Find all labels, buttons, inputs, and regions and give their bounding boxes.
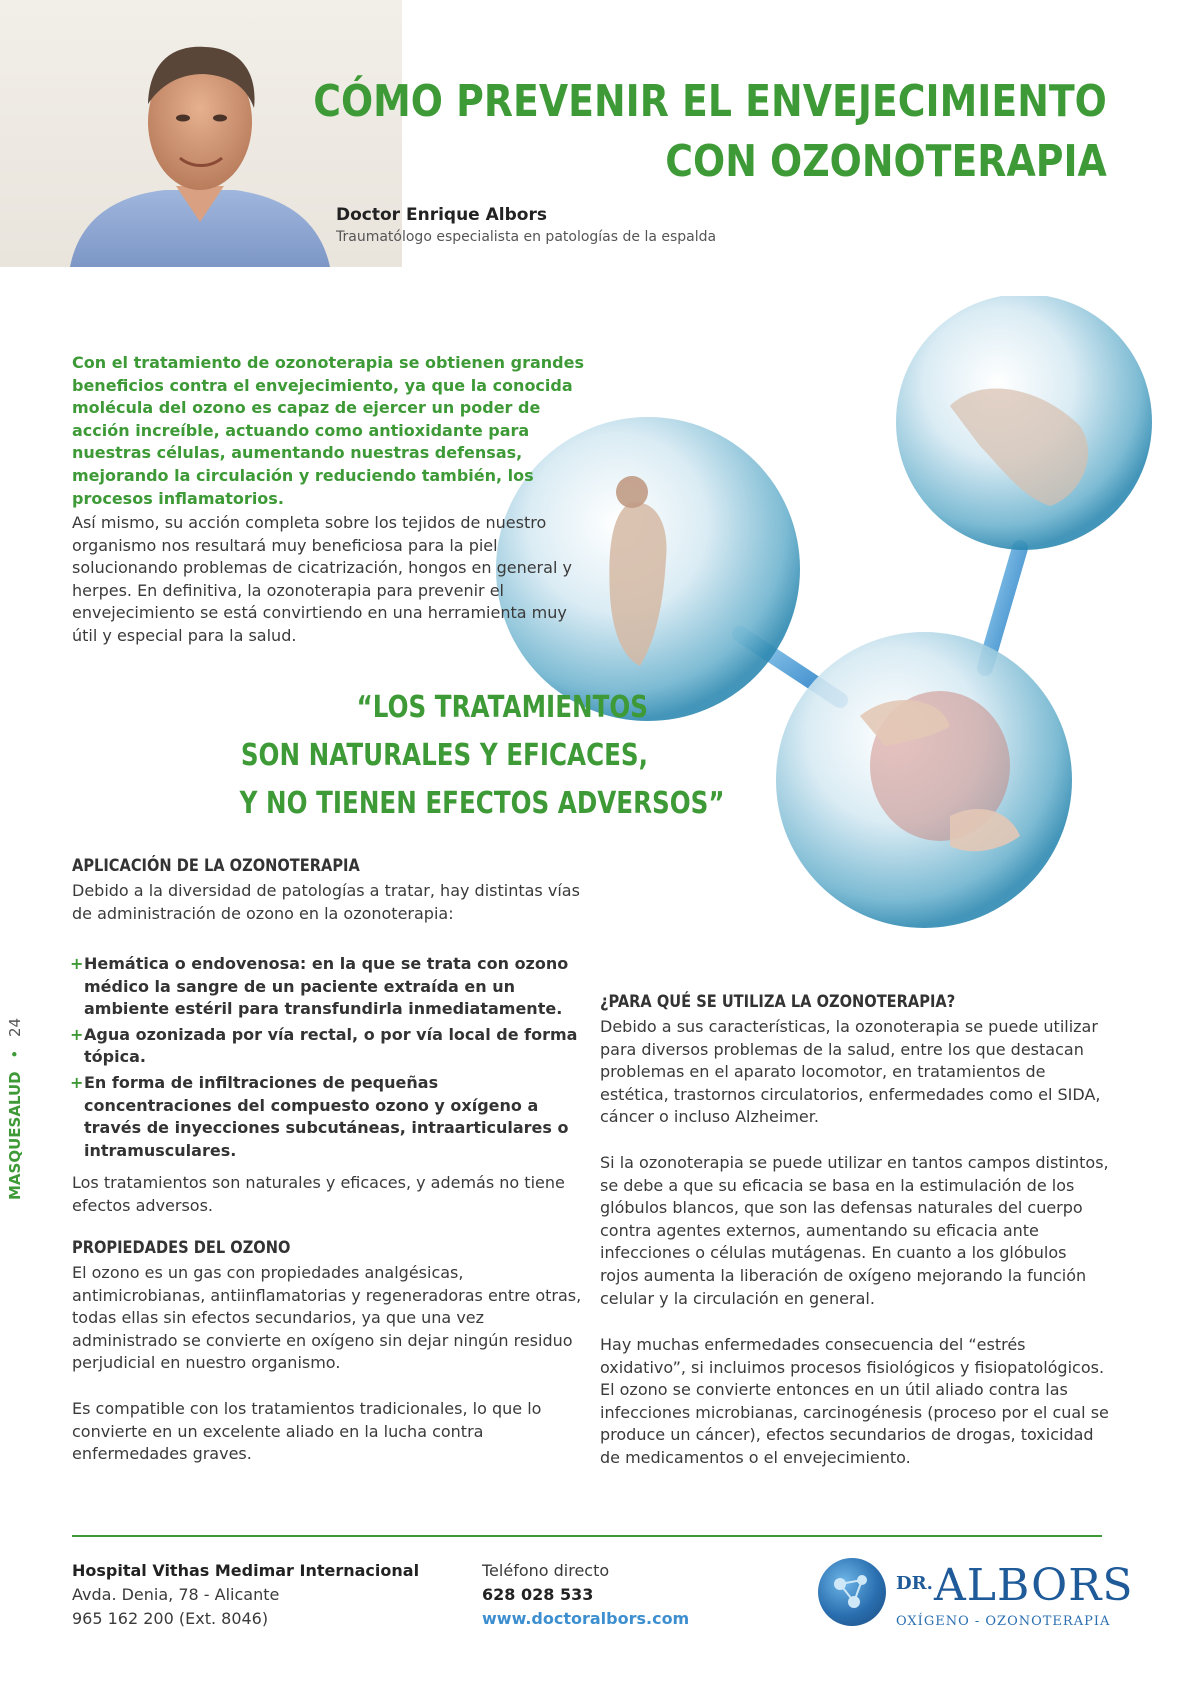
hospital-address: Avda. Denia, 78 - Alicante [72, 1585, 280, 1604]
aplicacion-text: Debido a la diversidad de patologías a tratar, hay distintas vías de administración de ozono en la ozonoterapia: [72, 881, 580, 923]
plus-marker: + [70, 954, 84, 973]
propiedades-p1: El ozono es un gas con propiedades analgésicas, antimicrobianas, antiinflamatorias y regeneradoras entre otras, todas ellas sin efectos secundarios, ya que una vez administrado se convierte en oxígeno sin dejar ningún residuo perjudicial en nuestro organismo. [72, 1263, 582, 1373]
plus-marker: + [70, 1072, 84, 1092]
magazine-side-label [6, 980, 48, 1200]
title-line-1: CÓMO PREVENIR EL ENVEJECIMIENTO [313, 76, 1107, 127]
aplicacion-closing: Los tratamientos son naturales y eficaces, y además no tiene efectos adversos. [72, 1173, 565, 1215]
hospital-phone: 965 162 200 (Ext. 8046) [72, 1609, 269, 1628]
article-title [313, 72, 1107, 192]
footer-hospital [72, 1559, 419, 1631]
pull-quote [239, 684, 725, 828]
footer-contact [482, 1559, 689, 1631]
section-heading-aplicacion: APLICACIÓN DE LA OZONOTERAPIA [72, 856, 360, 876]
para-que-p2: Si la ozonoterapia se puede utilizar en tantos campos distintos, se debe a que su eficacia se basa en la estimulación de los glóbulos blancos, que son las defensas naturales del cuerpo contra agentes externos, aumentando su eficacia ante infecciones o células mutágenas. En cuanto a los glóbulos rojos aumenta la liberación de oxígeno mejorando la función celular y la circulación en general. [600, 1153, 1109, 1308]
list-item: + Hemática o endovenosa: en la que se trata con ozono médico la sangre de un paciente extraída en un ambiente estéril para transfundirla inmediatamente. [70, 954, 569, 1019]
quote-line-3: Y NO TIENEN EFECTOS ADVERSOS” [239, 786, 725, 821]
administration-list [72, 953, 582, 1165]
quote-line-2: SON NATURALES Y EFICACES, [240, 738, 648, 773]
title-line-2: CON OZONOTERAPIA [665, 136, 1107, 187]
direct-phone[interactable]: 628 028 533 [482, 1585, 594, 1604]
author-role: Traumatólogo especialista en patologías de la espalda [336, 229, 717, 245]
direct-phone-label: Teléfono directo [482, 1561, 610, 1580]
section-heading-propiedades: PROPIEDADES DEL OZONO [72, 1238, 291, 1258]
hospital-name: Hospital Vithas Medimar Internacional [72, 1561, 420, 1580]
list-item: + En forma de infiltraciones de pequeñas concentraciones del compuesto ozono y oxígeno a través de inyecciones subcutáneas, intraarticulares o intramusculares. [70, 1072, 569, 1160]
quote-line-1: “LOS TRATAMIENTOS [356, 690, 648, 725]
magazine-brand: MASQUESALUD [6, 1071, 24, 1200]
para-que-p3: Hay muchas enfermedades consecuencia del “estrés oxidativo”, si incluimos procesos fisiológicos y fisiopatológicos. El ozono se convierte entonces en un útil aliado contra las infecciones microbianas, carcinogénesis (proceso por el cual se produce un cáncer), efectos secundarios de drogas, toxicidad de medicamentos o el envejecimiento. [600, 1335, 1109, 1467]
logo-subtitle: OXÍGENO - OZONOTERAPIA [896, 1614, 1111, 1629]
intro-paragraph: Así mismo, su acción completa sobre los tejidos de nuestro organismo nos resultará muy beneficiosa para la piel solucionando problemas de cicatrización, hongos en general y herpes. En definitiva, la ozonoterapia para prevenir el envejecimiento se está convirtiendo en una herramienta muy útil y especial para la salud. [72, 513, 572, 645]
website-link[interactable]: www.doctoralbors.com [482, 1609, 690, 1628]
page-number: 24 [6, 1017, 24, 1037]
plus-marker: + [70, 1024, 84, 1044]
author-name: Doctor Enrique Albors [336, 205, 547, 225]
intro-lead: Con el tratamiento de ozonoterapia se obtienen grandes beneficios contra el envejecimiento, ya que la conocida molécula del ozono es capaz de ejercer un poder de acción increíble, actuando como antioxidante para nuestras células, aumentando nuestras defensas, mejorando la circulación y reduciendo también, los procesos inflamatorios. [72, 353, 584, 508]
separator-dot: • [6, 1049, 24, 1059]
logo-molecule-icon [818, 1558, 886, 1626]
footer-divider [72, 1535, 1102, 1537]
section-heading-para-que: ¿PARA QUÉ SE UTILIZA LA OZONOTERAPIA? [600, 992, 956, 1012]
list-item: + Agua ozonizada por vía rectal, o por vía local de forma tópica. [70, 1024, 578, 1067]
para-que-p1: Debido a sus características, la ozonoterapia se puede utilizar para diversos problemas de la salud, entre los que destacan problemas en el aparato locomotor, en tratamientos de estética, trastornos circulatorios, enfermedades como el SIDA, cáncer o incluso Alzheimer. [600, 1017, 1101, 1127]
propiedades-p2: Es compatible con los tratamientos tradicionales, lo que lo convierte en un excelente aliado en la lucha contra enfermedades graves. [72, 1399, 542, 1464]
logo-name: ALBORS [934, 1560, 1134, 1611]
logo-dr: DR. [896, 1573, 933, 1594]
